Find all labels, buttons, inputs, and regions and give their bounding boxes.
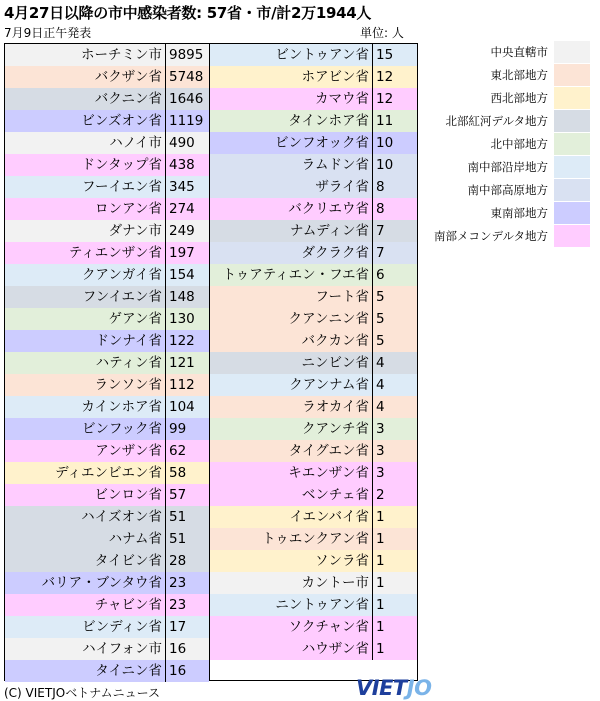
province-name: ナムディン省 bbox=[290, 223, 369, 239]
table-row bbox=[5, 660, 209, 682]
legend-swatch bbox=[554, 133, 590, 155]
case-count: 8 bbox=[376, 179, 385, 195]
province-name: ビントゥアン省 bbox=[275, 47, 369, 63]
case-count: 1 bbox=[376, 531, 385, 547]
case-count: 1 bbox=[376, 619, 385, 635]
table-row bbox=[5, 88, 209, 110]
case-count: 5 bbox=[376, 311, 385, 327]
case-count: 8 bbox=[376, 201, 385, 217]
table-row bbox=[210, 638, 417, 660]
table-row bbox=[5, 198, 209, 220]
province-name: ハイズオン省 bbox=[81, 509, 162, 525]
province-name: ロンアン省 bbox=[95, 201, 162, 217]
case-count: 16 bbox=[169, 641, 187, 657]
case-count: 58 bbox=[169, 465, 187, 481]
legend-swatch bbox=[554, 225, 590, 247]
case-count: 4 bbox=[376, 355, 385, 371]
case-count: 112 bbox=[169, 377, 195, 393]
case-count: 1 bbox=[376, 553, 385, 569]
legend-item bbox=[430, 156, 590, 178]
table-row bbox=[210, 242, 417, 264]
case-count: 1 bbox=[376, 597, 385, 613]
province-name: ドンナイ省 bbox=[95, 333, 162, 349]
case-count: 57 bbox=[169, 487, 187, 503]
table-row bbox=[5, 286, 209, 308]
province-name: フーイエン省 bbox=[81, 179, 162, 195]
case-count: 6 bbox=[376, 267, 385, 283]
case-count: 438 bbox=[169, 157, 195, 173]
table-row bbox=[5, 154, 209, 176]
province-name: フート省 bbox=[315, 289, 369, 305]
table-row bbox=[5, 550, 209, 572]
table-row bbox=[210, 44, 417, 66]
case-count: 7 bbox=[376, 245, 385, 261]
legend-label: 北中部地方 bbox=[490, 137, 548, 151]
column-separator bbox=[372, 44, 373, 660]
case-count: 23 bbox=[169, 597, 187, 613]
province-name: バリア・ブンタウ省 bbox=[41, 575, 162, 591]
province-name: クアンガイ省 bbox=[81, 267, 162, 283]
table-row bbox=[210, 110, 417, 132]
legend-swatch bbox=[554, 41, 590, 63]
province-name: カインホア省 bbox=[81, 399, 162, 415]
table-row bbox=[210, 154, 417, 176]
case-count: 249 bbox=[169, 223, 195, 239]
table-row bbox=[210, 176, 417, 198]
province-name: チャビン省 bbox=[94, 597, 162, 613]
table-row bbox=[210, 66, 417, 88]
case-count: 9895 bbox=[169, 47, 204, 63]
province-name: クアンチ省 bbox=[302, 421, 369, 437]
province-name: タイグエン省 bbox=[288, 443, 369, 459]
legend-item bbox=[430, 133, 590, 155]
province-name: ダナン市 bbox=[108, 223, 162, 239]
table-row bbox=[210, 550, 417, 572]
province-name: イエンバイ省 bbox=[289, 509, 369, 525]
table-row bbox=[210, 506, 417, 528]
table-row bbox=[5, 44, 209, 66]
case-count: 4 bbox=[376, 399, 385, 415]
case-count: 3 bbox=[376, 421, 385, 437]
logo-viet: VIET bbox=[356, 676, 407, 700]
case-count: 23 bbox=[169, 575, 187, 591]
copyright-text: (C) VIETJOベトナムニュース bbox=[4, 686, 161, 700]
case-count: 11 bbox=[376, 113, 394, 129]
table-row bbox=[5, 242, 209, 264]
column-separator bbox=[165, 44, 166, 682]
case-count: 3 bbox=[376, 443, 385, 459]
legend-swatch bbox=[554, 87, 590, 109]
case-count: 4 bbox=[376, 377, 385, 393]
vietjo-logo bbox=[356, 676, 431, 700]
province-name: ランソン省 bbox=[94, 377, 162, 393]
table-row bbox=[5, 352, 209, 374]
table-row bbox=[5, 594, 209, 616]
table-row bbox=[210, 352, 417, 374]
province-name: ハナム省 bbox=[108, 531, 162, 547]
case-count: 51 bbox=[169, 509, 187, 525]
province-name: バクリエウ省 bbox=[288, 201, 369, 217]
legend-label: 南中部沿岸地方 bbox=[467, 160, 548, 174]
case-count: 1 bbox=[376, 575, 385, 591]
case-count: 5 bbox=[376, 289, 385, 305]
table-row bbox=[5, 330, 209, 352]
table-row bbox=[210, 286, 417, 308]
case-count: 51 bbox=[169, 531, 187, 547]
table-row bbox=[5, 308, 209, 330]
province-name: クアンナム省 bbox=[289, 377, 369, 393]
table-row bbox=[5, 638, 209, 660]
province-name: ビンフック省 bbox=[81, 421, 162, 437]
legend-label: 北部紅河デルタ地方 bbox=[445, 114, 548, 128]
table-row bbox=[5, 176, 209, 198]
unit-label: 単位: 人 bbox=[360, 26, 404, 40]
case-count: 5 bbox=[376, 333, 385, 349]
case-count: 99 bbox=[169, 421, 187, 437]
legend-item bbox=[430, 41, 590, 63]
table-row bbox=[5, 66, 209, 88]
logo-jo: JO bbox=[406, 676, 432, 700]
table-row bbox=[210, 374, 417, 396]
province-name: タイニン省 bbox=[95, 663, 162, 679]
province-name: ドンタップ省 bbox=[81, 157, 162, 173]
case-count: 2 bbox=[376, 487, 385, 503]
province-name: ハノイ市 bbox=[109, 135, 162, 151]
case-count: 7 bbox=[376, 223, 385, 239]
legend-label: 東北部地方 bbox=[490, 68, 548, 82]
province-name: ティエンザン省 bbox=[68, 245, 162, 261]
case-count: 148 bbox=[169, 289, 195, 305]
province-name: ラオカイ省 bbox=[302, 399, 369, 415]
case-count: 10 bbox=[376, 135, 394, 151]
table-row bbox=[210, 462, 417, 484]
case-count: 1119 bbox=[169, 113, 204, 129]
case-count: 62 bbox=[169, 443, 187, 459]
case-count: 130 bbox=[169, 311, 195, 327]
table-row bbox=[210, 330, 417, 352]
table-row bbox=[5, 484, 209, 506]
province-name: ザライ省 bbox=[315, 179, 369, 195]
case-count: 12 bbox=[376, 69, 394, 85]
table-row bbox=[5, 396, 209, 418]
table-row bbox=[210, 440, 417, 462]
table-row bbox=[210, 484, 417, 506]
table-row bbox=[210, 572, 417, 594]
case-count: 15 bbox=[376, 47, 394, 63]
legend-swatch bbox=[554, 202, 590, 224]
table-row bbox=[5, 462, 209, 484]
table-row bbox=[5, 572, 209, 594]
case-count: 5748 bbox=[169, 69, 204, 85]
legend-label: 東南部地方 bbox=[490, 206, 548, 220]
province-name: タインホア省 bbox=[288, 113, 369, 129]
province-name: ニンビン省 bbox=[301, 355, 369, 371]
province-name: アンザン省 bbox=[95, 443, 162, 459]
province-name: ビンロン省 bbox=[94, 487, 162, 503]
case-count: 490 bbox=[169, 135, 195, 151]
legend-label: 西北部地方 bbox=[490, 91, 548, 105]
case-count: 154 bbox=[169, 267, 195, 283]
case-count: 274 bbox=[169, 201, 195, 217]
table-row bbox=[5, 132, 209, 154]
case-table-left bbox=[4, 43, 210, 681]
province-name: ハウザン省 bbox=[301, 641, 369, 657]
table-row bbox=[210, 88, 417, 110]
legend-swatch bbox=[554, 179, 590, 201]
legend-item bbox=[430, 225, 590, 247]
case-count: 197 bbox=[169, 245, 195, 261]
province-name: ビンフオック省 bbox=[275, 135, 369, 151]
announcement-date: 7月9日正午発表 bbox=[4, 26, 92, 40]
table-row bbox=[210, 616, 417, 638]
legend-item bbox=[430, 202, 590, 224]
table-row bbox=[5, 220, 209, 242]
table-row bbox=[5, 528, 209, 550]
legend-swatch bbox=[554, 64, 590, 86]
province-name: フンイエン省 bbox=[82, 289, 162, 305]
table-row bbox=[5, 264, 209, 286]
province-name: ソンラ省 bbox=[315, 553, 369, 569]
province-name: クアンニン省 bbox=[288, 311, 369, 327]
case-count: 12 bbox=[376, 91, 394, 107]
chart-title: 4月27日以降の市中感染者数: 57省・市/計2万1944人 bbox=[4, 4, 372, 22]
table-row bbox=[210, 528, 417, 550]
table-row bbox=[5, 374, 209, 396]
table-row bbox=[5, 110, 209, 132]
province-name: バクカン省 bbox=[301, 333, 369, 349]
legend-item bbox=[430, 179, 590, 201]
table-row bbox=[210, 418, 417, 440]
table-row bbox=[210, 594, 417, 616]
table-row bbox=[5, 616, 209, 638]
table-row bbox=[5, 440, 209, 462]
province-name: ホーチミン市 bbox=[81, 47, 162, 63]
table-row bbox=[210, 264, 417, 286]
case-count: 345 bbox=[169, 179, 195, 195]
table-row bbox=[210, 220, 417, 242]
province-name: タイビン省 bbox=[94, 553, 162, 569]
case-count: 1 bbox=[376, 509, 385, 525]
table-row bbox=[210, 132, 417, 154]
table-row bbox=[210, 308, 417, 330]
legend-label: 南部メコンデルタ地方 bbox=[434, 229, 548, 243]
province-name: ハイフォン市 bbox=[82, 641, 162, 657]
case-count: 17 bbox=[169, 619, 187, 635]
province-name: ニントゥアン省 bbox=[275, 597, 369, 613]
legend-item bbox=[430, 64, 590, 86]
case-count: 104 bbox=[169, 399, 195, 415]
legend-swatch bbox=[554, 110, 590, 132]
province-name: バクニン省 bbox=[94, 91, 162, 107]
province-name: ホアビン省 bbox=[301, 69, 369, 85]
table-row bbox=[5, 506, 209, 528]
province-name: キエンザン省 bbox=[288, 465, 369, 481]
legend-label: 中央直轄市 bbox=[490, 45, 548, 59]
province-name: ゲアン省 bbox=[108, 311, 162, 327]
case-count: 121 bbox=[169, 355, 195, 371]
legend-item bbox=[430, 87, 590, 109]
legend-label: 南中部高原地方 bbox=[467, 183, 548, 197]
case-count: 1646 bbox=[169, 91, 204, 107]
province-name: ダクラク省 bbox=[301, 245, 369, 261]
province-name: トゥアティエン・フエ省 bbox=[222, 267, 369, 283]
case-count: 16 bbox=[169, 663, 187, 679]
table-row bbox=[210, 396, 417, 418]
table-row bbox=[210, 198, 417, 220]
province-name: ハティン省 bbox=[95, 355, 162, 371]
case-count: 3 bbox=[376, 465, 385, 481]
case-count: 28 bbox=[169, 553, 187, 569]
province-name: ビンズオン省 bbox=[81, 113, 162, 129]
table-row bbox=[5, 418, 209, 440]
case-count: 10 bbox=[376, 157, 394, 173]
province-name: カマウ省 bbox=[315, 91, 369, 107]
province-name: ディエンビエン省 bbox=[55, 465, 162, 481]
case-table-right bbox=[209, 43, 418, 681]
province-name: バクザン省 bbox=[94, 69, 162, 85]
province-name: トゥエンクアン省 bbox=[262, 531, 369, 547]
province-name: ラムドン省 bbox=[301, 157, 369, 173]
province-name: ビンディン省 bbox=[82, 619, 162, 635]
legend-swatch bbox=[554, 156, 590, 178]
province-name: ベンチェ省 bbox=[301, 487, 369, 503]
case-count: 1 bbox=[376, 641, 385, 657]
province-name: ソクチャン省 bbox=[288, 619, 369, 635]
case-count: 122 bbox=[169, 333, 195, 349]
province-name: カントー市 bbox=[301, 575, 369, 591]
legend-item bbox=[430, 110, 590, 132]
